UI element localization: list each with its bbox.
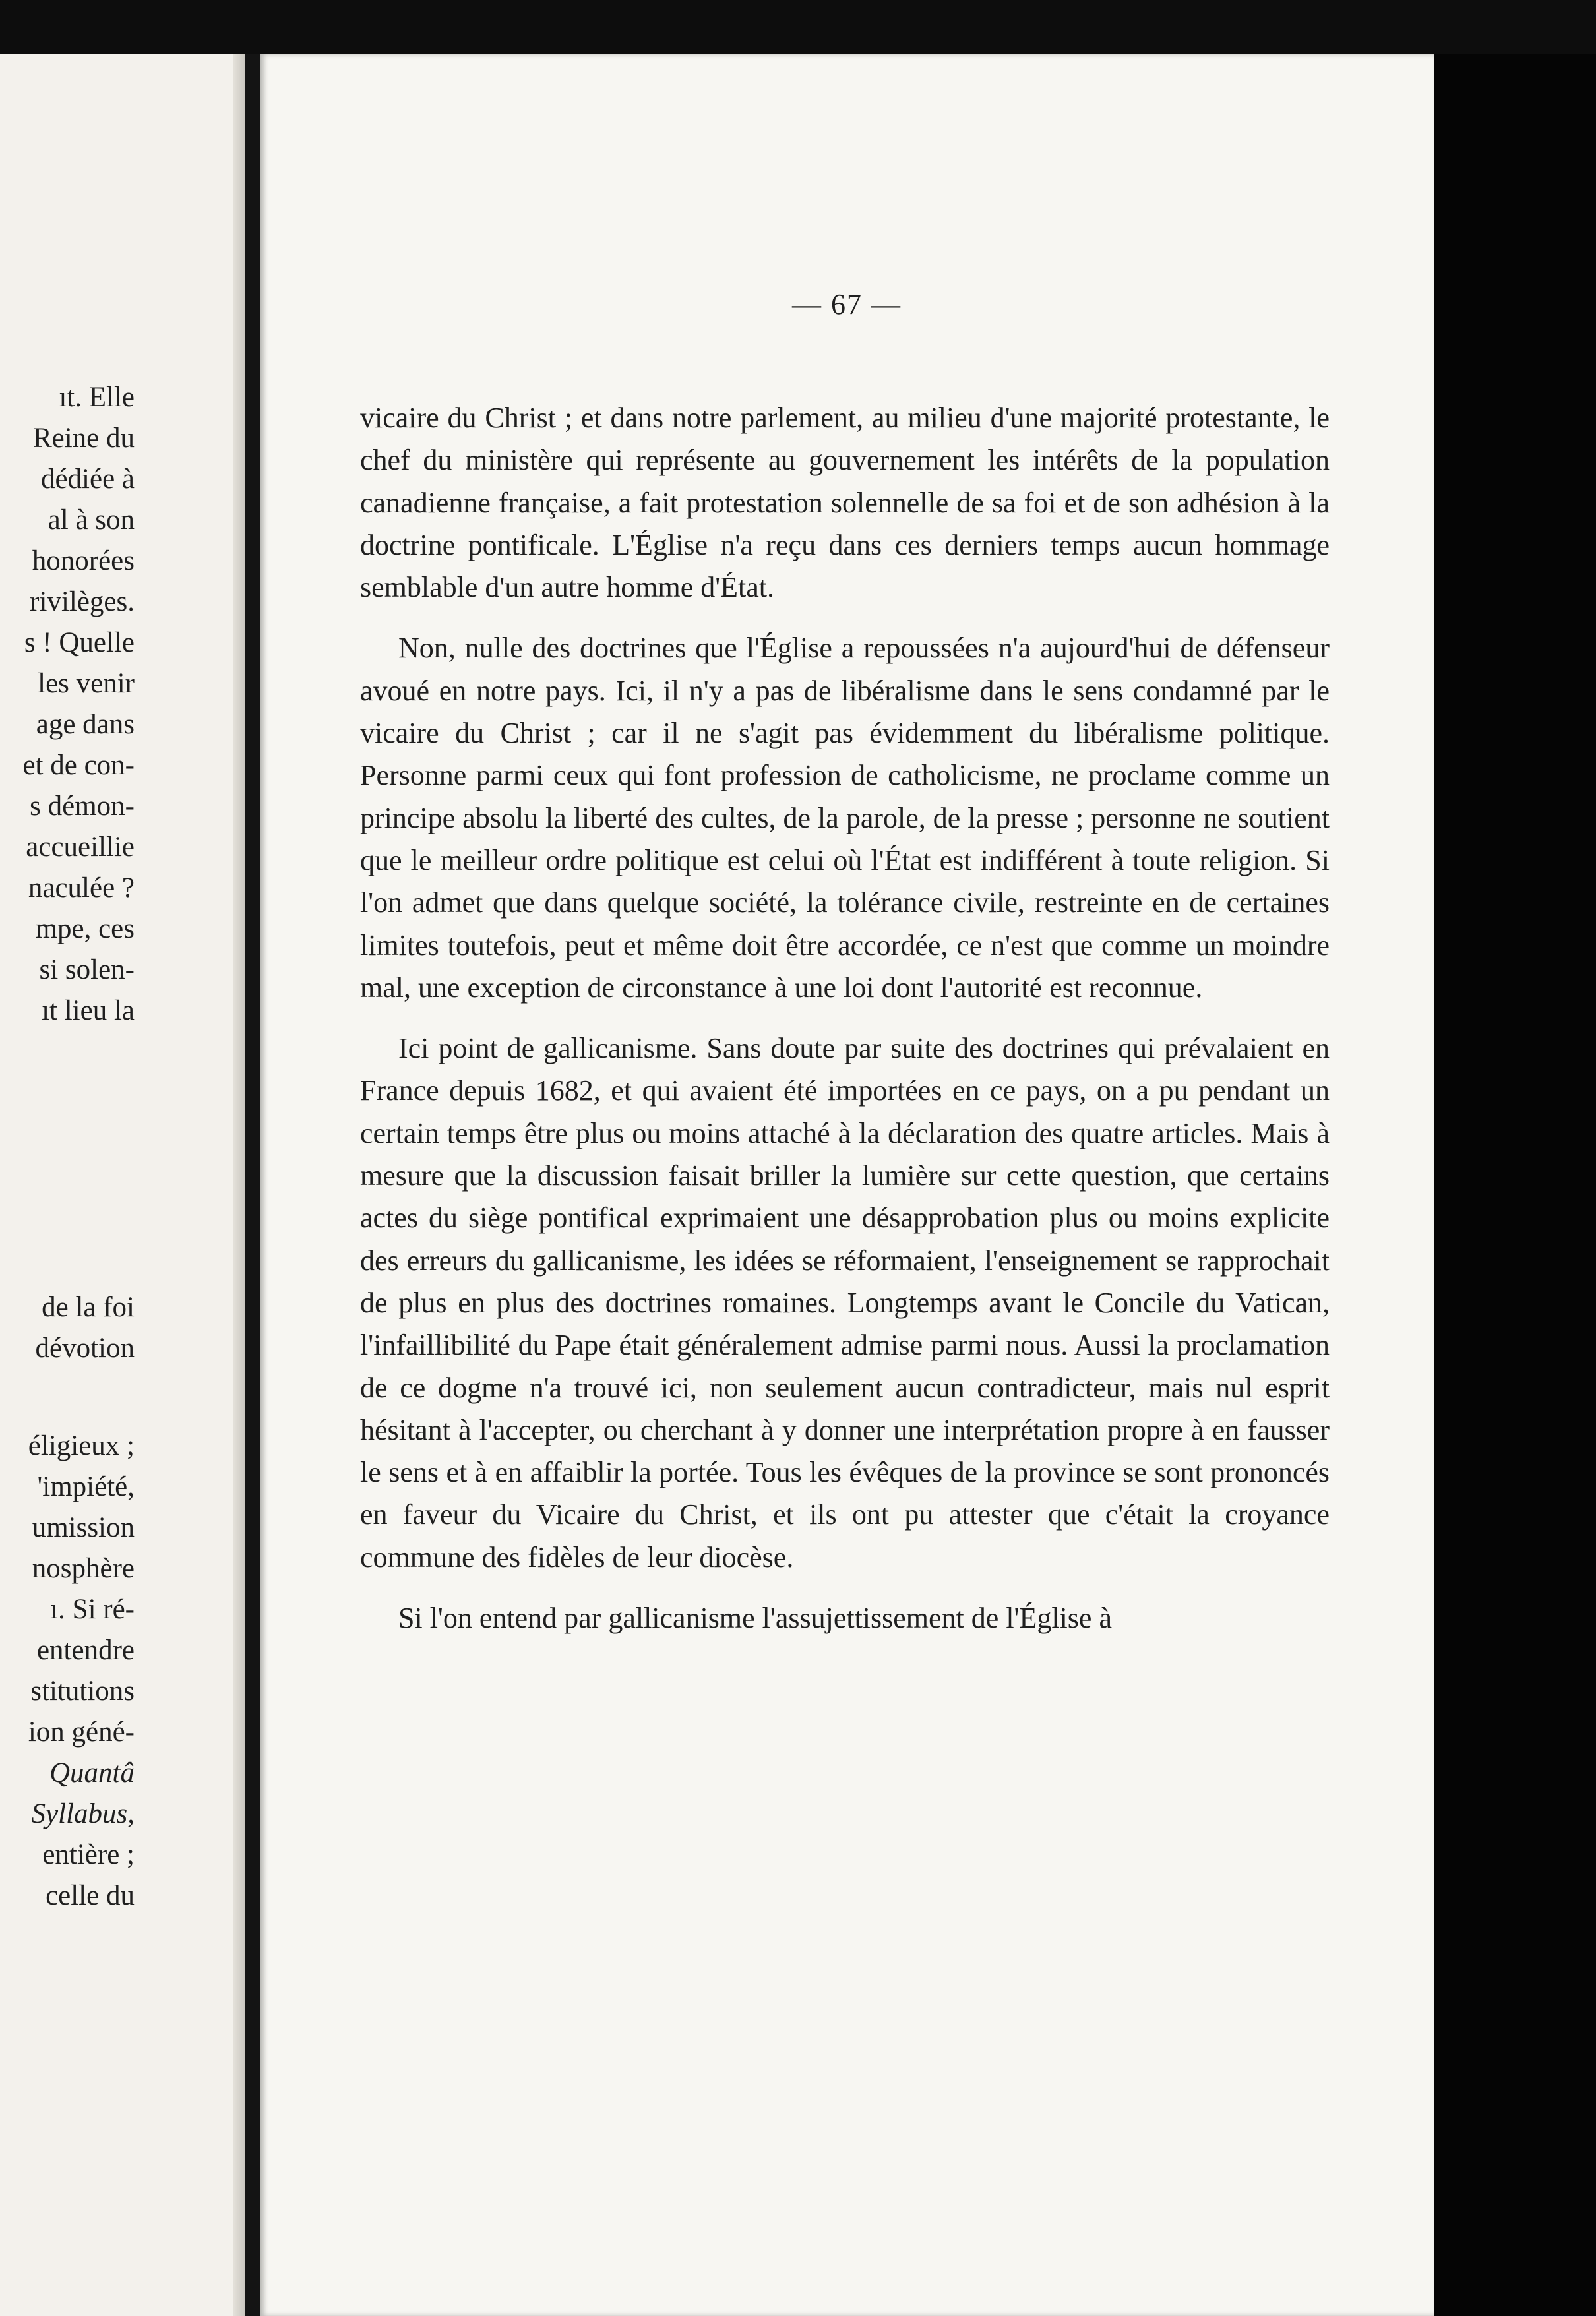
- left-fragment-line: celle du: [46, 1880, 135, 1911]
- left-fragment-line: éligieux ;: [28, 1430, 135, 1461]
- left-fragment-line: al à son: [47, 504, 135, 535]
- left-fragment-line: s démon-: [30, 791, 135, 822]
- left-fragment-line: mpe, ces: [35, 913, 135, 944]
- left-fragment-line: dévotion: [35, 1333, 135, 1364]
- left-fragment-line: ion géné-: [28, 1717, 135, 1748]
- left-fragment-line: dédiée à: [40, 464, 135, 495]
- left-fragment-line: stitutions: [30, 1676, 135, 1707]
- left-fragment-line: honorées: [32, 545, 135, 576]
- book-gutter: [245, 54, 260, 2316]
- left-fragment-line: rivilèges.: [30, 586, 135, 617]
- left-fragment-line: accueillie: [26, 832, 135, 863]
- left-fragment-line: ıt lieu la: [42, 995, 135, 1026]
- paragraph: Ici point de gallicanisme. Sans doute par suite des doctrines qui prévalaient en France depuis 1682, et qui avaient été importées en ce pays, on a pu pendant un certain temps être plus ou moins attaché à la déclaration des quatre articles. Mais à mesure que la discussion faisait briller la lumière sur cette question, que certains actes du siège pontifical exprimaient une désapprobation plus ou moins explicite des erreurs du gallicanisme, les idées se réformaient, l'enseignement se rapprochait de plus en plus des doctrines romaines. Longtemps avant le Concile du Vatican, l'infaillibilité du Pape était généralement admise parmi nous. Aussi la proclamation de ce dogme n'a trouvé ici, non seulement aucun contradicteur, mais nul esprit hésitant à l'accepter, ou cherchant à y donner une interprétation propre à en fausser le sens et à en affaiblir la portée. Tous les évêques de la province se sont prononcés en faveur du Vicaire du Christ, et ils ont pu attester que c'était la croyance commune des fidèles de leur diocèse.: [360, 1032, 1330, 1573]
- paragraph: Si l'on entend par gallicanisme l'assujettissement de l'Église à: [398, 1602, 1112, 1635]
- left-fragment-line: Syllabus,: [31, 1798, 135, 1829]
- left-fragment-line: ı. Si ré-: [50, 1594, 135, 1625]
- left-fragment-line: ıt. Elle: [59, 382, 135, 413]
- left-fragment-line: umission: [32, 1512, 135, 1543]
- left-fragment-line: Quantâ: [49, 1757, 135, 1788]
- left-fragment-line: et de con-: [22, 750, 135, 781]
- left-fragment-line: naculée ?: [28, 872, 135, 903]
- left-fragment-line: entendre: [36, 1635, 135, 1666]
- left-fragment-line: 'impiété,: [37, 1471, 135, 1502]
- paragraph: vicaire du Christ ; et dans notre parlement, au milieu d'une majorité protestante, le chef du ministère qui représente au gouvernement les intérêts de la population canadienne française, a fait protestation solennelle de sa foi et de son adhésion à la doctrine pontificale. L'Église n'a reçu dans ces derniers temps aucun hommage semblable d'un autre homme d'État.: [360, 402, 1330, 604]
- page-body: [360, 397, 1330, 1639]
- left-fragment-line: age dans: [36, 709, 135, 740]
- left-fragment-line: Reine du: [32, 423, 135, 454]
- left-page: [0, 54, 245, 2316]
- left-fragment-line: entière ;: [42, 1839, 135, 1870]
- scan-background: [1434, 54, 1596, 2316]
- left-fragment-line: de la foi: [42, 1292, 135, 1323]
- page-number: — 67 —: [792, 288, 902, 320]
- left-fragment-line: s ! Quelle: [24, 627, 135, 658]
- left-fragment-line: les venir: [38, 668, 135, 699]
- left-fragment-line: nosphère: [32, 1553, 135, 1584]
- left-fragment-line: si solen-: [39, 954, 135, 985]
- right-page: [260, 54, 1434, 2316]
- paragraph: Non, nulle des doctrines que l'Église a repoussées n'a aujourd'hui de défenseur avoué en notre pays. Ici, il n'y a pas de libéralisme dans le sens condamné par le vicaire du Christ ; car il ne s'agit pas évidemment du libéralisme politique. Personne parmi ceux qui font profession de catholicisme, ne proclame comme un principe absolu la liberté des cultes, de la parole, de la presse ; personne ne soutient que le meilleur ordre politique est celui où l'État est indifférent à toute religion. Si l'on admet que dans quelque société, la tolérance civile, restreinte en de certaines limites toutefois, peut et même doit être accordée, ce n'est que comme un moindre mal, une exception de circonstance à une loi dont l'autorité est reconnue.: [360, 632, 1330, 1004]
